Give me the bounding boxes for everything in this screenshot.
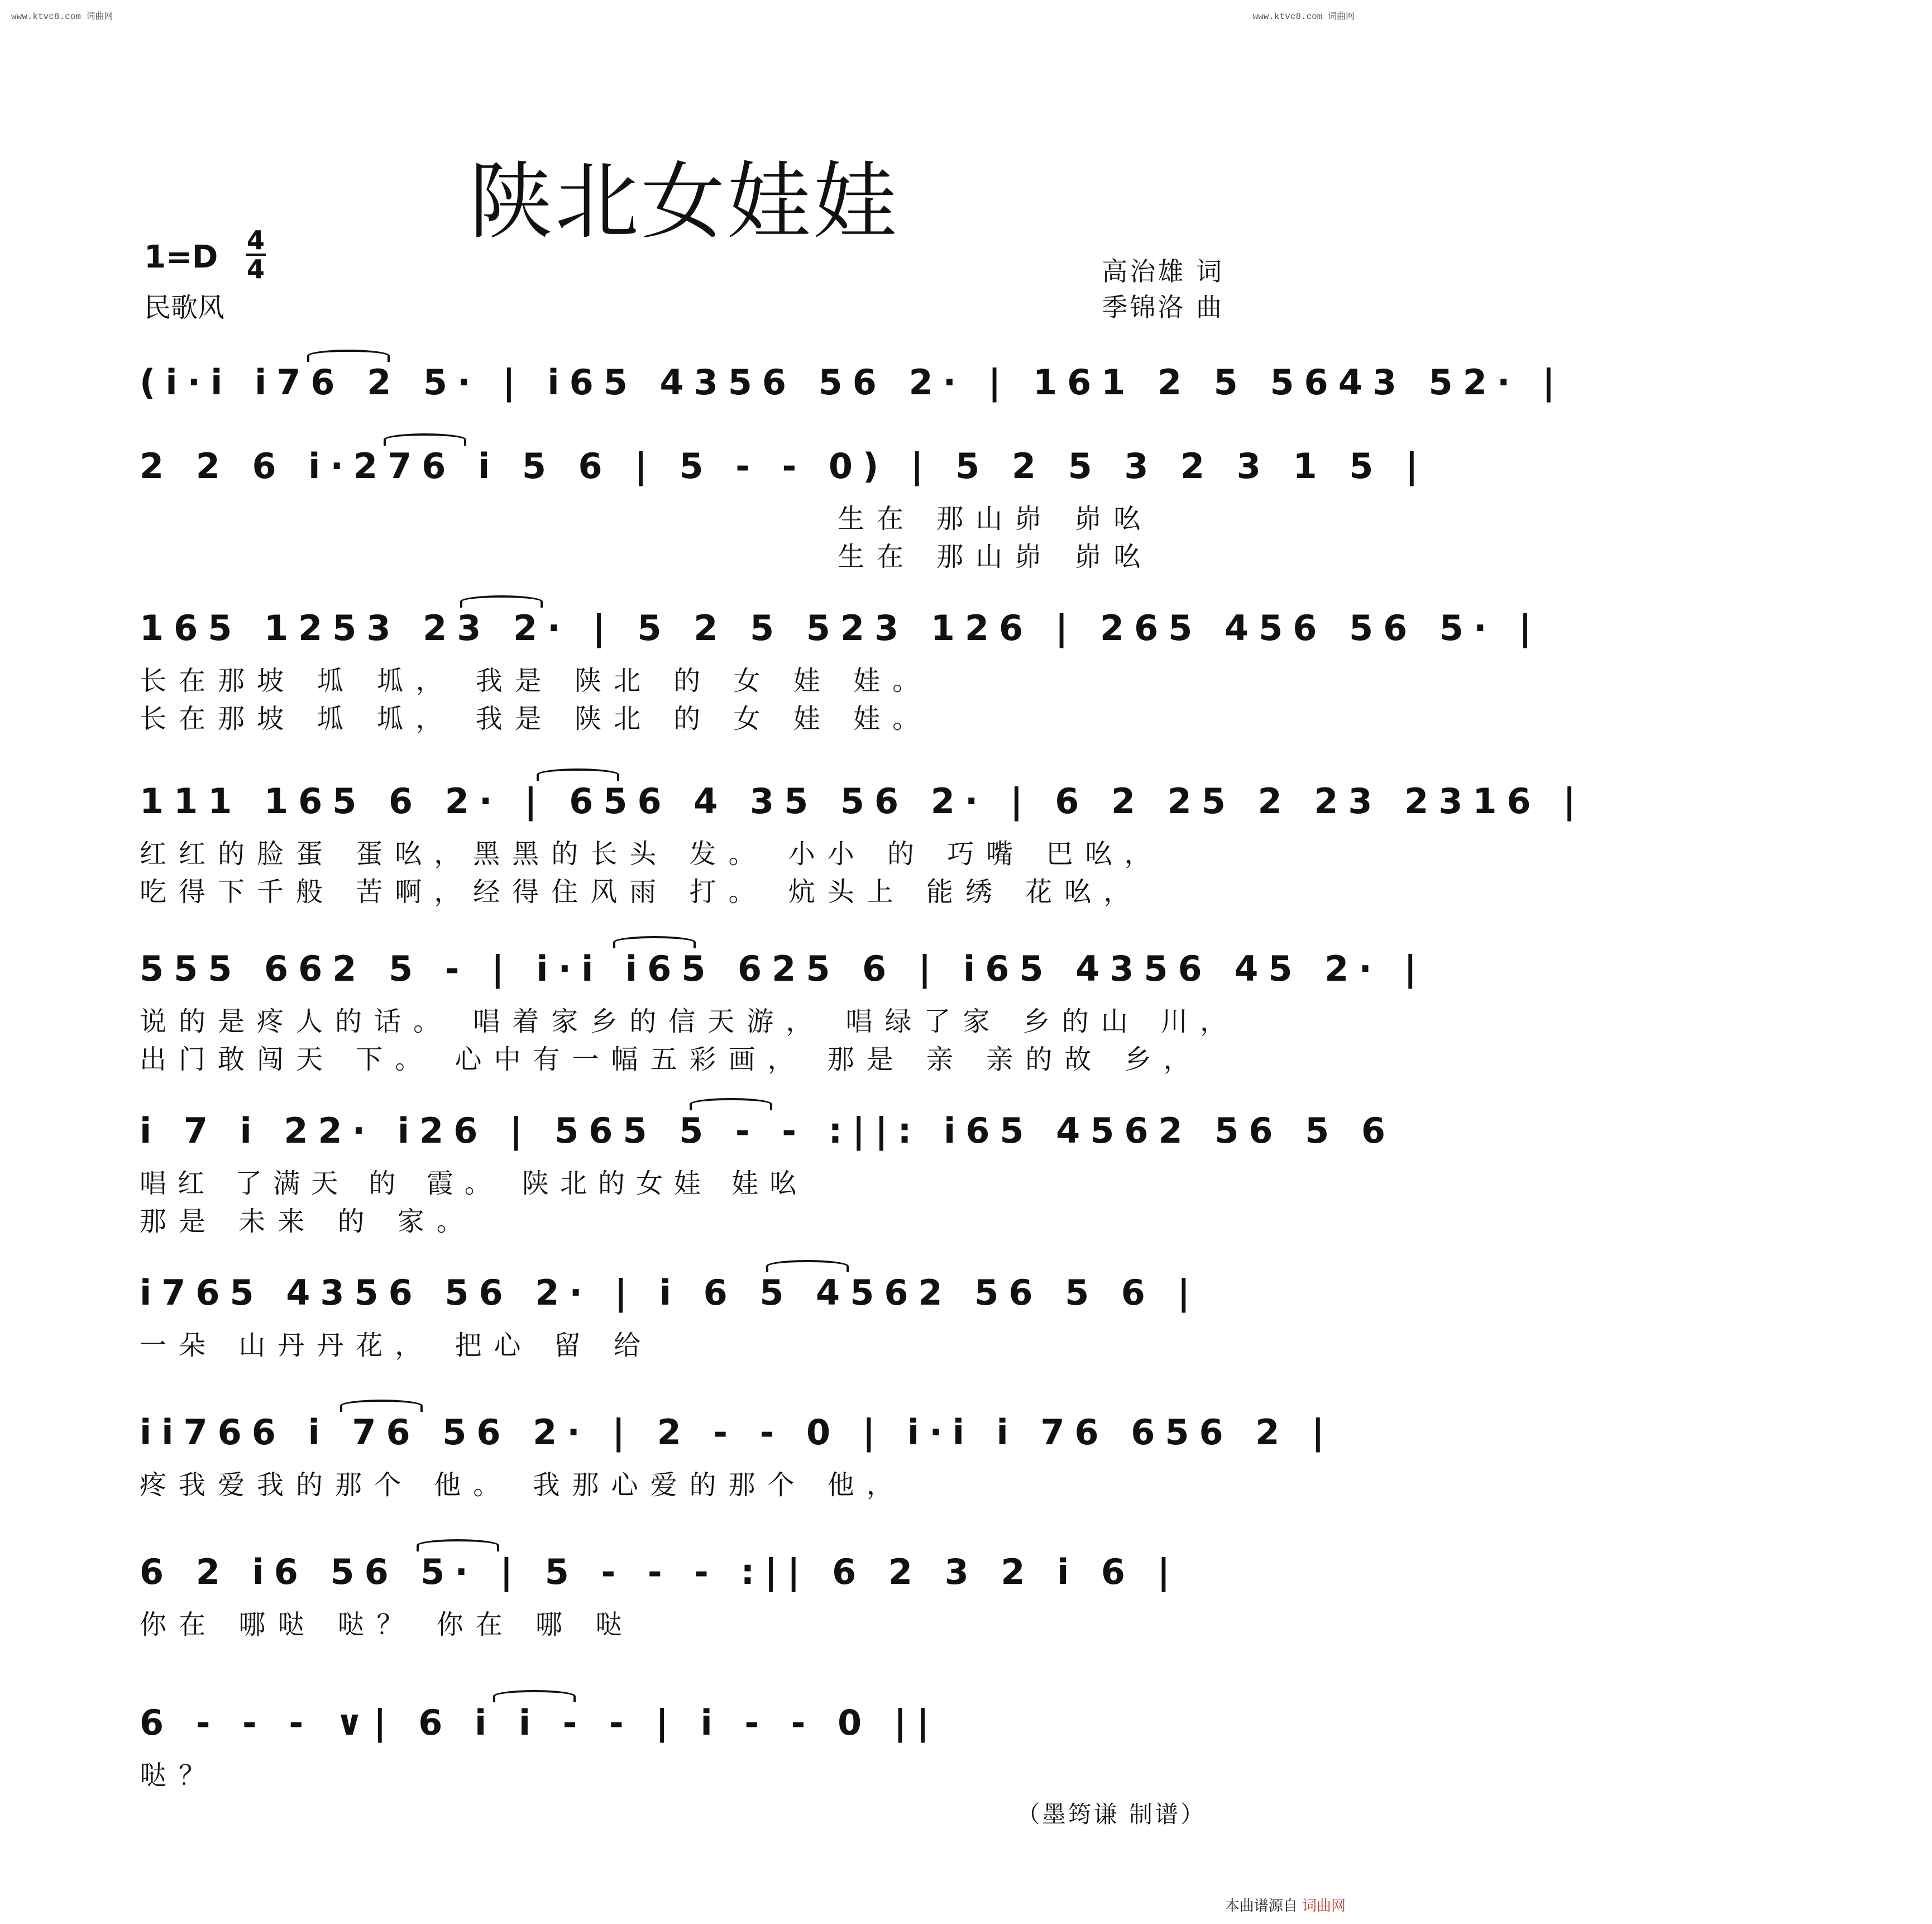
notation-line: ii766 i 76 56 2· | 2 - - 0 | i·i i 76 656 2 |	[140, 1412, 1335, 1453]
slur-mark	[690, 1098, 772, 1110]
lyric-line: 说的是疼人的话。 唱着家乡的信天游， 唱绿了家 乡的山 川，	[140, 1006, 1240, 1037]
slur-mark	[340, 1400, 423, 1412]
notation-line: 6 2 i6 56 5· | 5 - - - :|| 6 2 3 2 i 6 |	[140, 1551, 1180, 1592]
notes-row	[140, 776, 1586, 832]
score-system	[140, 357, 1565, 413]
slur-mark	[384, 433, 466, 446]
score-system	[140, 603, 1542, 735]
slur-mark	[493, 1690, 576, 1702]
lyric-line: 生在 那山峁 峁吆	[838, 541, 1153, 572]
composer-credit: 季锦洛 曲	[1102, 292, 1224, 322]
time-top: 4	[246, 225, 265, 255]
slur-mark	[307, 350, 390, 362]
slur-mark	[460, 595, 543, 608]
lyric-line: 长在那坡 坬 坬， 我是 陕北 的 女 娃 娃。	[140, 703, 932, 734]
key-signature: 1=D	[144, 239, 218, 275]
source-prefix: 本曲谱源自	[1225, 1898, 1298, 1915]
lyric-line: 吃得下千般 苦啊，经得住风雨 打。 炕头上 能绣 花吆，	[140, 876, 1143, 908]
notation-line: 555 662 5 - | i·i i65 625 6 | i65 4356 45 2· |	[140, 948, 1427, 989]
notes-row	[140, 1407, 1335, 1463]
notation-line: 165 1253 23 2· | 5 2 5 523 126 | 265 456 56 5· |	[140, 608, 1542, 648]
arranger-credit: （墨筠谦 制谱）	[1016, 1801, 1206, 1828]
lyric-line: 那是 未来 的 家。	[140, 1206, 476, 1237]
lyric-line: 长在那坡 坬 坬， 我是 陕北 的 女 娃 娃。	[140, 665, 932, 696]
left-edge-decoration	[1, 22, 13, 1877]
score-system	[140, 1407, 1335, 1501]
slur-mark	[613, 936, 696, 948]
notes-row	[140, 603, 1542, 659]
source-note	[1225, 1894, 1346, 1915]
watermark-left: www.ktvc8.com 词曲网	[11, 12, 113, 22]
notes-row	[140, 441, 1428, 497]
time-bottom: 4	[246, 254, 265, 284]
score-system	[140, 1106, 1395, 1238]
score-system	[140, 776, 1586, 908]
score-system	[140, 1547, 1234, 1641]
lyric-line: 出门敢闯天 下。 心中有一幅五彩画， 那是 亲 亲的故 乡，	[140, 1044, 1203, 1075]
notation-line: (i·i i76 2 5· | i65 4356 56 2· | 161 2 5 5643 52· |	[140, 362, 1565, 403]
watermark-right: www.ktvc8.com 词曲网	[1252, 12, 1355, 22]
notation-line: 2 2 6 i·276 i 5 6 | 5 - - 0) | 5 2 5 3 2 3 1 5 |	[140, 446, 1428, 486]
lyricist-credit: 高治雄 词	[1102, 256, 1224, 287]
notes-row	[140, 1698, 1234, 1754]
lyric-line: 你在 哪哒 哒？ 你在 哪 哒	[140, 1609, 635, 1640]
style-label: 民歌风	[144, 292, 225, 323]
lyric-line: 红红的脸蛋 蛋吆，黑黑的长头 发。 小小 的 巧嘴 巴吆，	[140, 838, 1164, 870]
slur-mark	[537, 768, 619, 781]
notation-line: i 7 i 22· i26 | 565 5 - - :||: i65 4562 56 5 6	[140, 1110, 1395, 1151]
notes-row	[140, 1106, 1395, 1162]
slur-mark	[766, 1260, 849, 1272]
notation-line: i765 4356 56 2· | i 6 5 4562 56 5 6 |	[140, 1272, 1201, 1313]
lyric-line: 唱红 了满天 的 霞。 陕北的女娃 娃吆	[140, 1168, 808, 1199]
song-title: 陕北女娃娃	[468, 154, 899, 251]
lyric-line: 一朵 山丹丹花， 把心 留 给	[140, 1330, 653, 1361]
score-system	[140, 441, 1428, 573]
notation-line: 6 - - - ∨| 6 i i - - | i - - 0 ||	[140, 1702, 939, 1743]
score-system	[140, 1698, 1234, 1792]
notation-line: 111 165 6 2· | 656 4 35 56 2· | 6 2 25 2 23 2316 |	[140, 781, 1586, 822]
lyric-line: 生在 那山峁 峁吆	[838, 503, 1153, 534]
slur-mark	[417, 1539, 499, 1551]
notes-row	[140, 1547, 1234, 1603]
notes-row	[140, 1268, 1234, 1324]
time-signature	[245, 227, 267, 283]
lyric-line: 疼我爱我的那个 他。 我那心爱的那个 他，	[140, 1469, 906, 1501]
score-system	[140, 944, 1427, 1076]
notes-row	[140, 357, 1565, 413]
notes-row	[140, 944, 1427, 1000]
score-system	[140, 1268, 1234, 1362]
lyric-line: 哒？	[140, 1760, 218, 1791]
source-brand: 词曲网	[1302, 1898, 1346, 1915]
